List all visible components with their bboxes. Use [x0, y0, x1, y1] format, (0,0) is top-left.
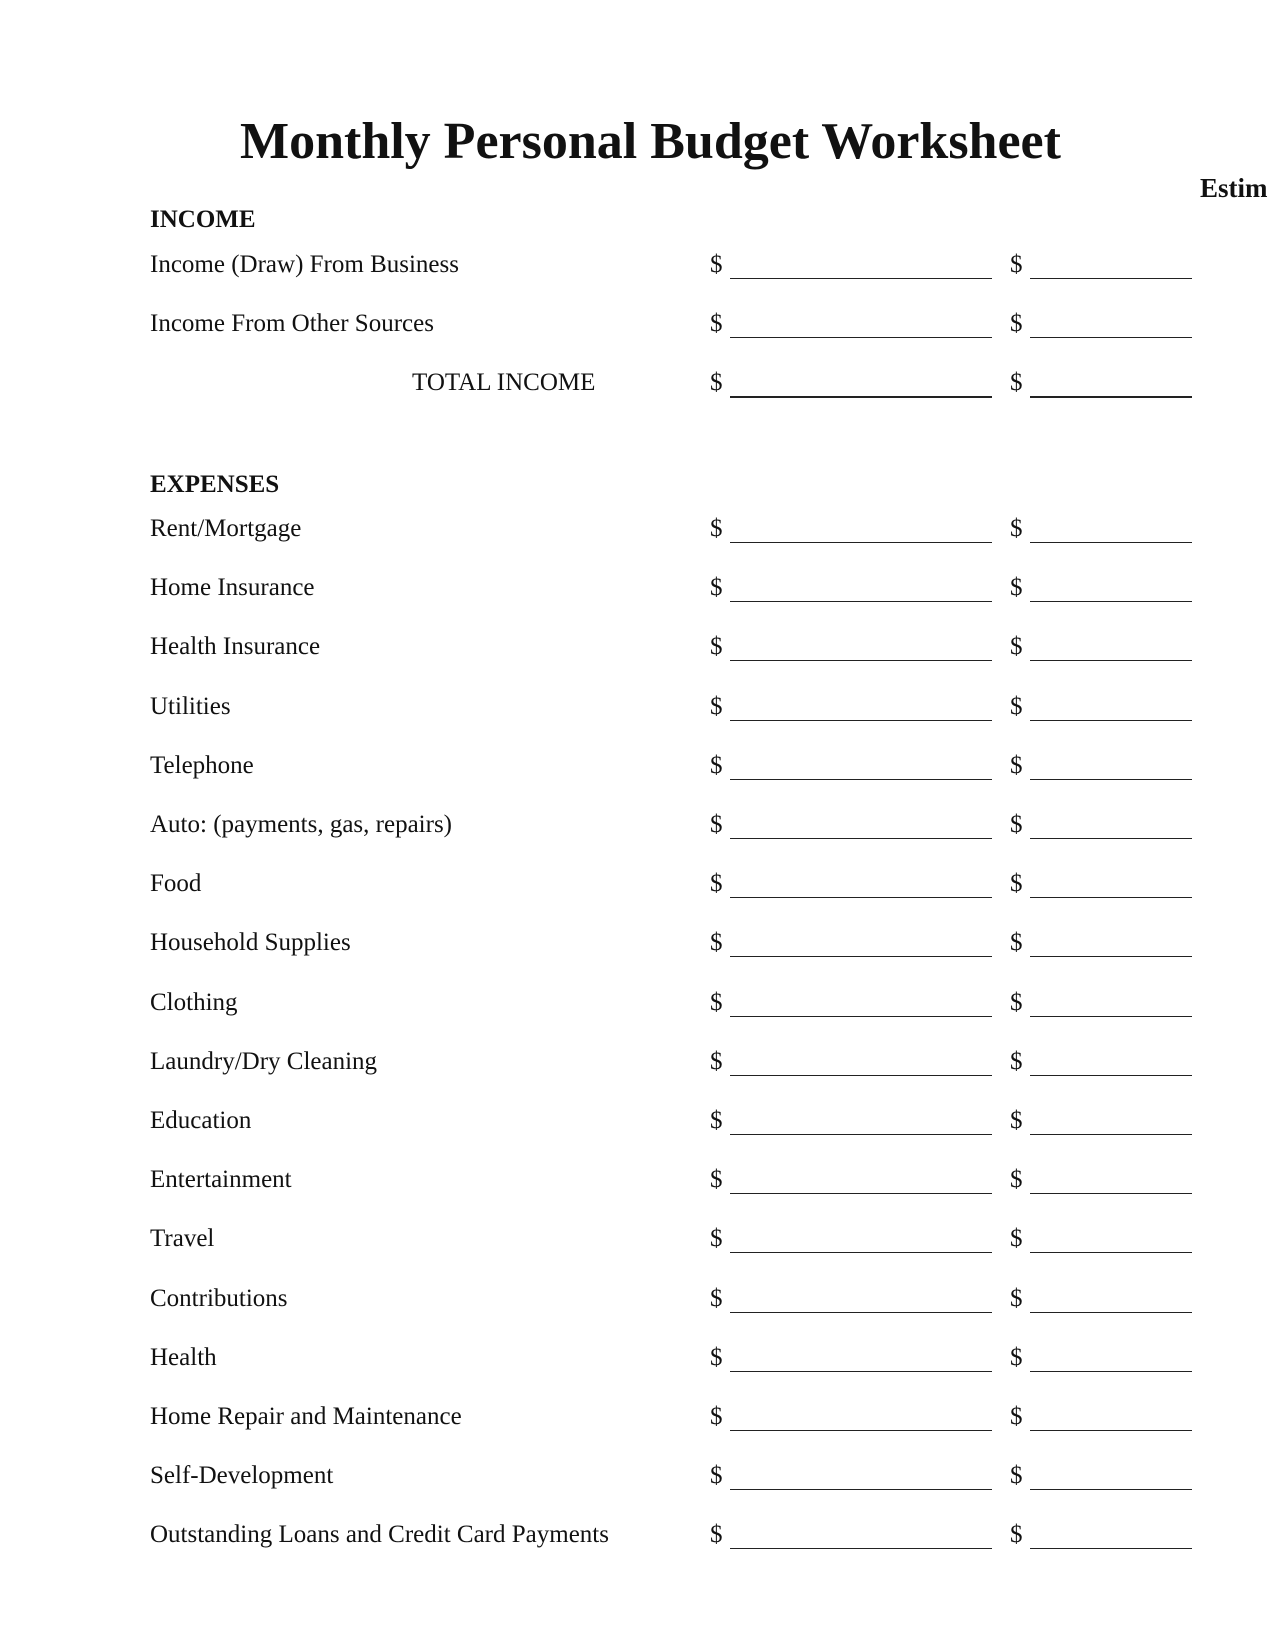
expense-row — [0, 988, 1275, 1024]
dollar-sign: $ — [1010, 751, 1023, 779]
amount-blank-1[interactable] — [730, 1193, 992, 1194]
row-label: Outstanding Loans and Credit Card Payments — [150, 1521, 609, 1549]
row-label: Clothing — [150, 988, 238, 1016]
row-label: Laundry/Dry Cleaning — [150, 1047, 378, 1075]
amount-blank-1[interactable] — [730, 1489, 992, 1490]
dollar-sign: $ — [1010, 310, 1023, 337]
row-label: Self-Development — [150, 1462, 334, 1490]
dollar-sign: $ — [710, 633, 723, 661]
dollar-sign: $ — [1010, 633, 1023, 661]
amount-blank-2[interactable] — [1030, 1548, 1192, 1549]
expense-row — [0, 1284, 1275, 1320]
amount-blank-1[interactable] — [730, 337, 992, 338]
dollar-sign: $ — [1010, 692, 1023, 720]
expense-row — [0, 1520, 1275, 1556]
amount-blank-2[interactable] — [1030, 1430, 1192, 1431]
amount-blank-2[interactable] — [1030, 1371, 1192, 1372]
dollar-sign: $ — [710, 251, 723, 278]
dollar-sign: $ — [1010, 574, 1023, 602]
dollar-sign: $ — [710, 1462, 723, 1490]
expense-row — [0, 514, 1275, 550]
dollar-sign: $ — [710, 369, 723, 396]
amount-blank-1[interactable] — [730, 1371, 992, 1372]
expense-row — [0, 1343, 1275, 1379]
expense-row — [0, 1224, 1275, 1260]
expense-row — [0, 1165, 1275, 1201]
expense-row — [0, 692, 1275, 728]
dollar-sign: $ — [710, 310, 723, 337]
amount-blank-1[interactable] — [730, 1252, 992, 1253]
amount-blank-2[interactable] — [1030, 601, 1192, 602]
dollar-sign: $ — [1010, 251, 1023, 278]
amount-blank-1[interactable] — [730, 956, 992, 957]
row-label: Education — [150, 1107, 252, 1134]
row-label: Utilities — [150, 692, 231, 720]
amount-blank-2[interactable] — [1030, 838, 1192, 839]
row-label: Home Repair and Maintenance — [150, 1403, 462, 1430]
row-label: Food — [150, 870, 202, 898]
income-heading: INCOME — [150, 206, 256, 233]
dollar-sign: $ — [710, 1047, 723, 1075]
expense-row — [0, 869, 1275, 905]
amount-blank-2[interactable] — [1030, 1312, 1192, 1313]
row-label: Health — [150, 1343, 217, 1371]
row-label: Home Insurance — [150, 574, 315, 602]
amount-blank-1[interactable] — [730, 396, 992, 398]
dollar-sign: $ — [1010, 988, 1023, 1016]
row-label: Auto: (payments, gas, repairs) — [150, 811, 453, 838]
amount-blank-2[interactable] — [1030, 1489, 1192, 1490]
dollar-sign: $ — [1010, 1521, 1023, 1549]
dollar-sign: $ — [1010, 1107, 1023, 1134]
dollar-sign: $ — [710, 692, 723, 720]
expense-row — [0, 1461, 1275, 1497]
dollar-sign: $ — [710, 751, 723, 779]
dollar-sign: $ — [710, 811, 723, 838]
row-label: Travel — [150, 1225, 215, 1253]
amount-blank-1[interactable] — [730, 779, 992, 780]
dollar-sign: $ — [1010, 870, 1023, 898]
total-income-row — [0, 368, 1275, 404]
expense-row — [0, 573, 1275, 609]
amount-blank-2[interactable] — [1030, 278, 1192, 279]
dollar-sign: $ — [710, 574, 723, 602]
amount-blank-2[interactable] — [1030, 1016, 1192, 1017]
dollar-sign: $ — [710, 1107, 723, 1134]
amount-blank-1[interactable] — [730, 1430, 992, 1431]
amount-blank-2[interactable] — [1030, 720, 1192, 721]
expense-row — [0, 1047, 1275, 1083]
row-label: Entertainment — [150, 1166, 292, 1194]
dollar-sign: $ — [710, 515, 723, 542]
amount-blank-2[interactable] — [1030, 396, 1192, 398]
expense-row — [0, 1106, 1275, 1142]
expense-row — [0, 751, 1275, 787]
dollar-sign: $ — [1010, 1284, 1023, 1312]
expense-row — [0, 632, 1275, 668]
amount-blank-2[interactable] — [1030, 542, 1192, 543]
income-row-other — [0, 309, 1275, 345]
amount-blank-1[interactable] — [730, 542, 992, 543]
amount-blank-1[interactable] — [730, 1548, 992, 1549]
amount-blank-2[interactable] — [1030, 1075, 1192, 1076]
dollar-sign: $ — [1010, 811, 1023, 838]
row-label: Income (Draw) From Business — [150, 251, 459, 278]
amount-blank-1[interactable] — [730, 897, 992, 898]
amount-blank-1[interactable] — [730, 601, 992, 602]
dollar-sign: $ — [710, 1225, 723, 1253]
dollar-sign: $ — [710, 929, 723, 957]
income-row-business — [0, 250, 1275, 286]
expense-row — [0, 928, 1275, 964]
dollar-sign: $ — [710, 1343, 723, 1371]
amount-blank-2[interactable] — [1030, 956, 1192, 957]
amount-blank-1[interactable] — [730, 1312, 992, 1313]
amount-blank-1[interactable] — [730, 1016, 992, 1017]
dollar-sign: $ — [1010, 1166, 1023, 1194]
dollar-sign: $ — [1010, 1403, 1023, 1430]
amount-blank-2[interactable] — [1030, 1252, 1192, 1253]
dollar-sign: $ — [710, 1166, 723, 1194]
amount-blank-2[interactable] — [1030, 897, 1192, 898]
dollar-sign: $ — [1010, 1343, 1023, 1371]
amount-blank-2[interactable] — [1030, 1193, 1192, 1194]
amount-blank-1[interactable] — [730, 1075, 992, 1076]
total-income-label: TOTAL INCOME — [412, 369, 596, 396]
amount-blank-1[interactable] — [730, 720, 992, 721]
amount-blank-1[interactable] — [730, 278, 992, 279]
dollar-sign: $ — [1010, 369, 1023, 396]
dollar-sign: $ — [710, 1403, 723, 1430]
row-label: Rent/Mortgage — [150, 515, 302, 542]
amount-blank-2[interactable] — [1030, 337, 1192, 338]
amount-blank-1[interactable] — [730, 660, 992, 661]
dollar-sign: $ — [1010, 1462, 1023, 1490]
amount-blank-2[interactable] — [1030, 660, 1192, 661]
expenses-heading: EXPENSES — [150, 471, 280, 498]
amount-blank-1[interactable] — [730, 1134, 992, 1135]
dollar-sign: $ — [1010, 1225, 1023, 1253]
expense-row — [0, 810, 1275, 846]
amount-blank-2[interactable] — [1030, 1134, 1192, 1135]
dollar-sign: $ — [1010, 929, 1023, 957]
dollar-sign: $ — [710, 988, 723, 1016]
dollar-sign: $ — [710, 1284, 723, 1312]
estimated-column-header: Estim — [1200, 173, 1268, 203]
row-label: Household Supplies — [150, 929, 351, 957]
page-title: Monthly Personal Budget Worksheet — [240, 113, 1061, 170]
row-label: Health Insurance — [150, 633, 321, 661]
row-label: Contributions — [150, 1284, 288, 1312]
amount-blank-2[interactable] — [1030, 779, 1192, 780]
dollar-sign: $ — [1010, 1047, 1023, 1075]
row-label: Income From Other Sources — [150, 310, 434, 337]
dollar-sign: $ — [710, 870, 723, 898]
expense-row — [0, 1402, 1275, 1438]
dollar-sign: $ — [710, 1521, 723, 1549]
dollar-sign: $ — [1010, 515, 1023, 542]
amount-blank-1[interactable] — [730, 838, 992, 839]
row-label: Telephone — [150, 751, 254, 779]
